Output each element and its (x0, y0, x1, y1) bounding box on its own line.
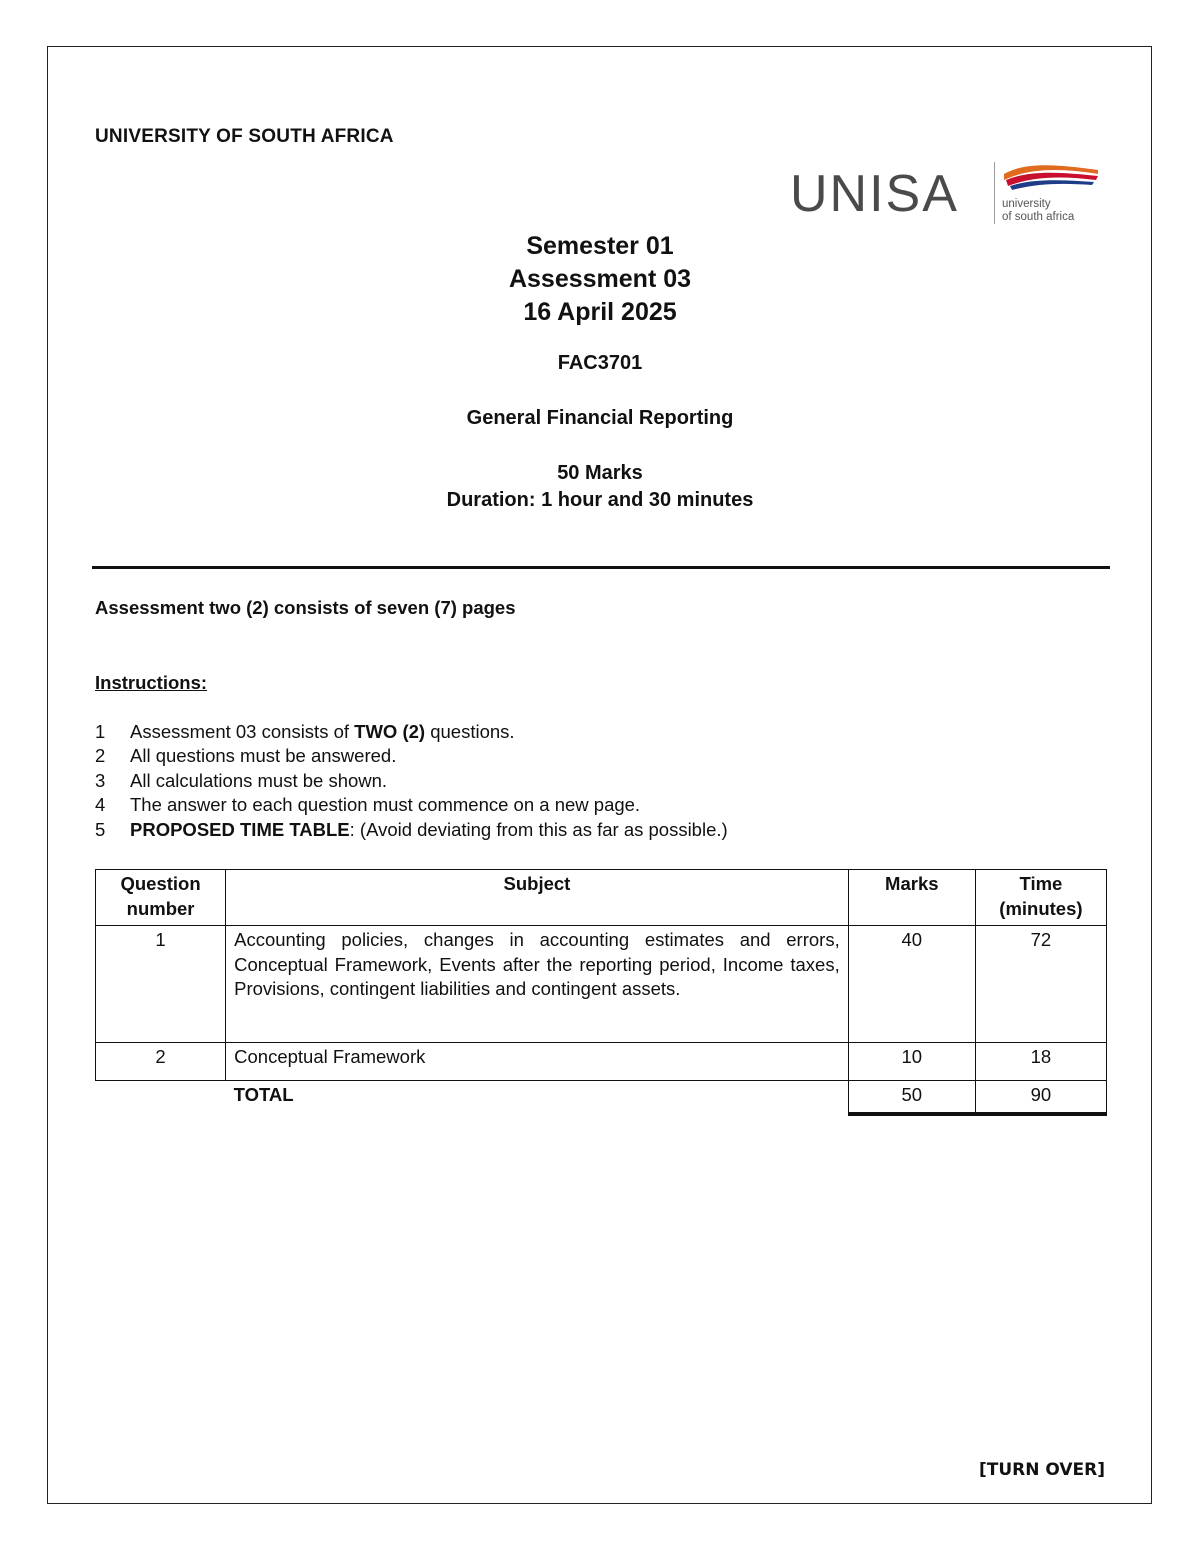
logo-subtext-2: of south africa (1002, 211, 1075, 223)
assessment-date: 16 April 2025 (523, 298, 677, 326)
module-code: FAC3701 (557, 352, 643, 374)
title-block (0, 230, 1200, 329)
module-name: General Financial Reporting (466, 407, 734, 429)
header-subject: Subject (226, 870, 849, 926)
assessment-title: Assessment 03 (508, 265, 692, 293)
header-question: Question number (96, 870, 226, 926)
logo-separator (994, 162, 995, 224)
header-marks: Marks (848, 870, 975, 926)
cell-subject: Accounting policies, changes in accounting estimates and errors, Conceptual Framework, Events after the reporting period, Income taxes, Provisions, contingent liabilities and contingent assets. (226, 926, 849, 1043)
table-row (96, 926, 1107, 1043)
instruction-item: 4 The answer to each question must commence on a new page. (95, 794, 641, 816)
cell-time: 18 (975, 1043, 1106, 1081)
logo-flag-icon (1000, 160, 1100, 196)
duration: Duration: 1 hour and 30 minutes (446, 489, 754, 511)
cell-marks: 40 (848, 926, 975, 1043)
marks-duration-block (0, 460, 1200, 514)
logo-wordmark: UNISA (790, 165, 959, 223)
instruction-item: 3 All calculations must be shown. (95, 769, 388, 791)
semester-title: Semester 01 (526, 232, 674, 260)
instructions-list (95, 720, 728, 842)
instructions-heading: Instructions: (95, 672, 208, 693)
turn-over-note: [TURN OVER] (978, 1460, 1105, 1480)
logo-subtext-1: university (1002, 198, 1051, 210)
cell-question: 2 (96, 1043, 226, 1081)
divider (92, 566, 1110, 569)
cell-empty (96, 1081, 226, 1114)
cell-marks: 10 (848, 1043, 975, 1081)
total-marks: 50 Marks (557, 462, 643, 484)
unisa-logo (790, 158, 1100, 230)
university-name: UNIVERSITY OF SOUTH AFRICA (95, 126, 394, 147)
header-time: Time (minutes) (975, 870, 1106, 926)
instruction-item: 2 All questions must be answered. (95, 745, 397, 767)
cell-subject: Conceptual Framework (226, 1043, 849, 1081)
table-total-row (96, 1081, 1107, 1114)
table-row (96, 1043, 1107, 1081)
cell-time: 72 (975, 926, 1106, 1043)
total-marks-cell: 50 (848, 1081, 975, 1114)
cell-question: 1 (96, 926, 226, 1043)
total-label: TOTAL (233, 1084, 294, 1105)
page-count-note: Assessment two (2) consists of seven (7) pages (95, 597, 516, 618)
instruction-item: 1 Assessment 03 consists of TWO (2) questions. (95, 721, 515, 742)
time-table (95, 869, 1107, 1116)
total-time-cell: 90 (975, 1081, 1106, 1114)
instruction-item: 5 PROPOSED TIME TABLE: (Avoid deviating from this as far as possible.) (95, 818, 728, 840)
table-header-row (96, 870, 1107, 926)
